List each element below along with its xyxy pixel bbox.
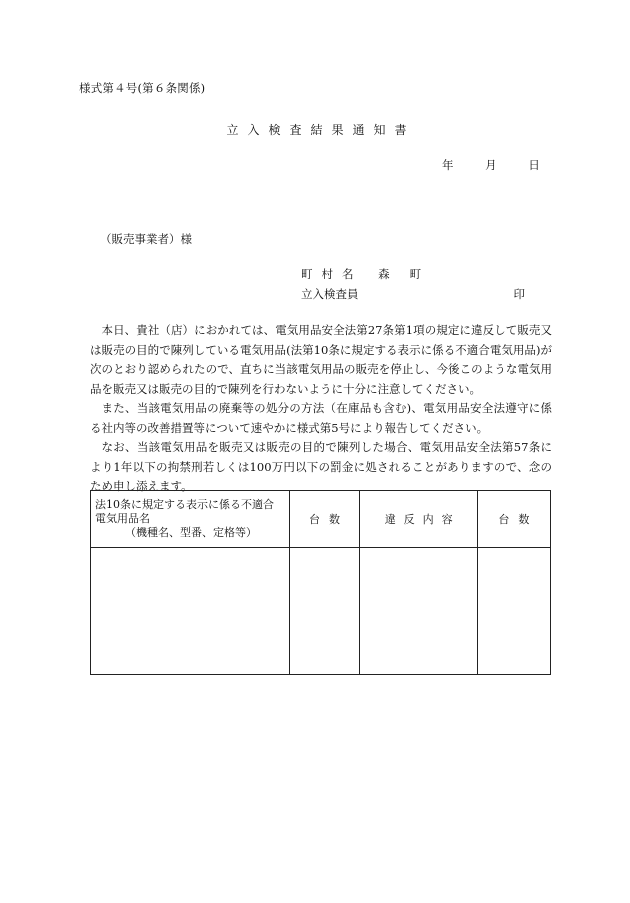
notice-paragraph-3: なお、当該電気用品を販売又は販売の目的で陳列した場合、電気用品安全法第57条により1年以下の拘禁刑若しくは100万円以下の罰金に処されることがありますので、念のため申し添えます。 [90, 440, 552, 493]
issuer-inspector-row [301, 286, 525, 302]
inspector-label: 立入検査員 [301, 287, 359, 301]
form-number: 様式第４号(第６条関係) [79, 81, 206, 95]
cell-violation[interactable] [359, 548, 477, 675]
document-title: 立入検査結果通知書 [226, 123, 416, 137]
recipient: （販売事業者）様 [100, 232, 192, 246]
seal-mark: 印 [513, 287, 525, 301]
header-product-line-1: 法10条に規定する表示に係る不適合 [95, 498, 274, 511]
notice-body [90, 321, 552, 497]
municipality-label: 町村名 [301, 267, 363, 281]
table-row [91, 548, 551, 675]
notice-paragraph-2: また、当該電気用品の廃棄等の処分の方法（在庫品も含む)、電気用品安全法遵守に係る社内等の改善措置等について速やかに様式第5号により報告してください。 [90, 401, 552, 435]
issuer-municipality-row [301, 266, 441, 282]
date-month-label: 月 [485, 158, 497, 172]
inspection-result-table [90, 490, 551, 675]
notice-paragraph-1: 本日、貴社（店）におかれては、電気用品安全法第27条第1項の規定に違反して販売又は販売の目的で陳列している電気用品(法第10条に規定する表示に係る不適合電気用品)が次のとおり認められたので、直ちに当該電気用品の販売を停止し、今後このような電気用品を販売又は販売の目的で陳列を行わないように十分に注意してください。 [90, 323, 552, 396]
header-quantity-2: 台数 [477, 491, 550, 548]
cell-quantity-1[interactable] [290, 548, 359, 675]
cell-product[interactable] [91, 548, 290, 675]
header-quantity-1: 台数 [290, 491, 359, 548]
header-product-name [91, 491, 290, 548]
header-product-line-2: 電気用品名 [95, 512, 150, 525]
municipality-name: 森町 [378, 267, 442, 281]
cell-quantity-2[interactable] [477, 548, 550, 675]
date-year-label: 年 [442, 158, 454, 172]
header-violation: 違反内容 [359, 491, 477, 548]
table-header-row [91, 491, 551, 548]
header-product-line-3: （機種名、型番、定格等） [125, 526, 257, 539]
date-day-label: 日 [528, 158, 540, 172]
date-line [442, 157, 540, 173]
